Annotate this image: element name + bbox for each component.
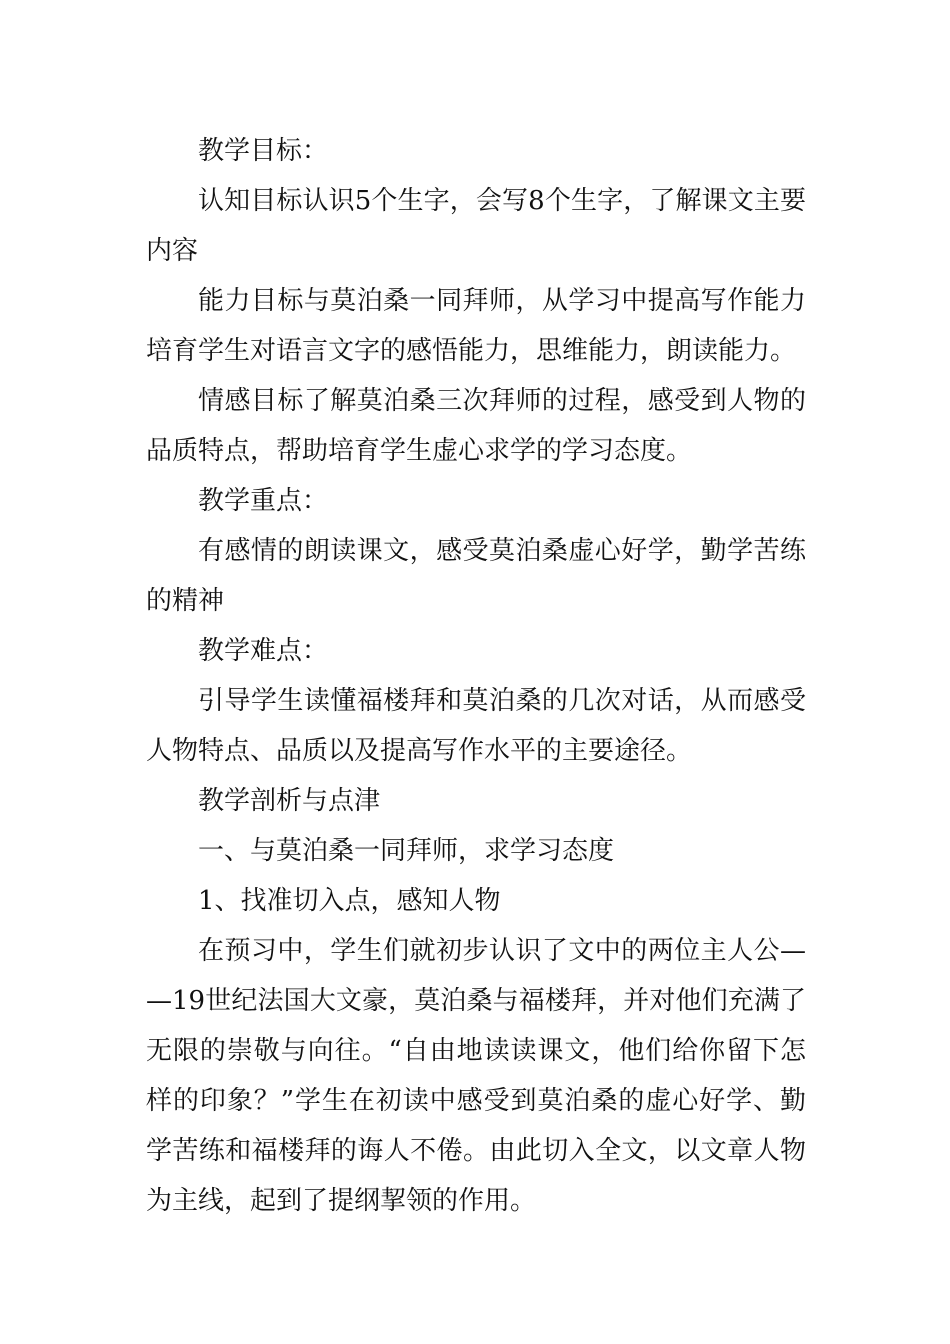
heading-teaching-goals: 教学目标： (198, 136, 329, 166)
document-body (146, 126, 806, 1226)
paragraph-cognitive-goal: 认知目标认识5个生字，会写8个生字，了解课文主要内容 (146, 186, 806, 266)
heading-section-one: 一、与莫泊桑一同拜师，求学习态度 (198, 836, 615, 866)
paragraph-teaching-difficulty: 引导学生读懂福楼拜和莫泊桑的几次对话，从而感受人物特点、品质以及提高写作水平的主要途径。 (146, 686, 806, 766)
paragraph-ability-goal: 能力目标与莫泊桑一同拜师，从学习中提高写作能力培育学生对语言文字的感悟能力，思维能力，朗读能力。 (146, 286, 806, 366)
paragraph-teaching-focus: 有感情的朗读课文，感受莫泊桑虚心好学，勤学苦练的精神 (146, 536, 806, 616)
paragraph-emotion-goal: 情感目标了解莫泊桑三次拜师的过程，感受到人物的品质特点，帮助培育学生虚心求学的学习态度。 (146, 386, 806, 466)
heading-teaching-focus: 教学重点： (198, 486, 329, 516)
heading-teaching-difficulty: 教学难点： (198, 636, 329, 666)
heading-teaching-analysis: 教学剖析与点津 (198, 786, 381, 816)
paragraph-preview: 在预习中，学生们就初步认识了文中的两位主人公——19世纪法国大文豪，莫泊桑与福楼拜，并对他们充满了无限的崇敬与向往。“自由地读读课文，他们给你留下怎样的印象？”学生在初读中感受到莫泊桑的虚心好学、勤学苦练和福楼拜的诲人不倦。由此切入全文，以文章人物为主线，起到了提纲挈领的作用。 (146, 936, 806, 1216)
heading-subsection-one: 1、找准切入点，感知人物 (198, 886, 501, 916)
